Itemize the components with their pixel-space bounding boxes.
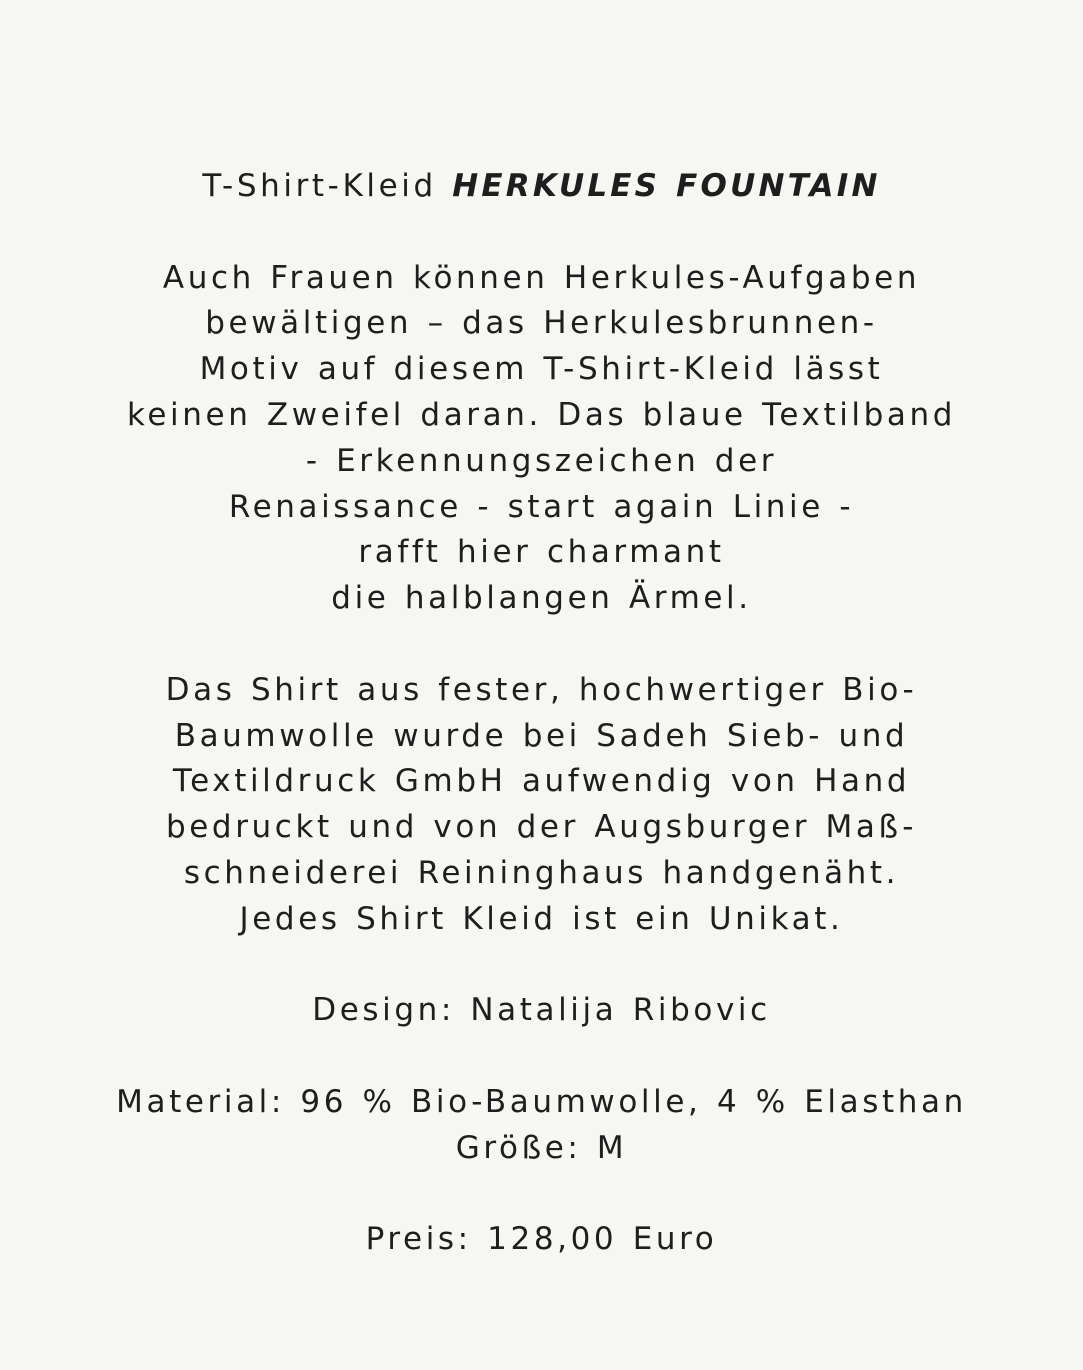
paragraph-gap [0,210,1083,256]
description-line: die halblangen Ärmel. [331,580,752,617]
description-line: - Erkennungszeichen der [305,442,778,479]
price-info: Preis: 128,00 Euro [365,1221,718,1258]
size-info: Größe: M [455,1129,628,1166]
design-credit: Design: Natalija Ribovic [312,992,771,1029]
description-line: bewältigen – das Herkulesbrunnen- [205,305,878,342]
title-product-name: HERKULES FOUNTAIN [452,168,881,204]
production-line: bedruckt und von der Augsburger Maß- [165,809,917,846]
product-title [0,164,1083,210]
material-info: Material: 96 % Bio-Baumwolle, 4 % Elasthan [116,1083,967,1120]
description-line: Auch Frauen können Herkules-Aufgaben [162,259,921,296]
title-prefix: T-Shirt-Kleid [202,168,437,204]
paragraph-gap [0,1034,1083,1080]
production-line: Jedes Shirt Kleid ist ein Unikat. [239,900,844,937]
product-description [0,164,1083,1263]
production-line: schneiderei Reininghaus handgenäht. [183,854,900,891]
production-line: Textildruck GmbH aufwendig von Hand [172,763,911,800]
description-line: Motiv auf diesem T-Shirt-Kleid lässt [199,351,884,388]
paragraph-gap [0,943,1083,989]
production-line: Das Shirt aus fester, hochwertiger Bio- [165,671,918,708]
description-line: keinen Zweifel daran. Das blaue Textilband [126,396,957,433]
production-line: Baumwolle wurde bei Sadeh Sieb- und [174,717,909,754]
paragraph-gap [0,622,1083,668]
description-line: Renaissance - start again Linie - [228,488,855,525]
description-line: rafft hier charmant [358,534,725,571]
paragraph-gap [0,1172,1083,1218]
